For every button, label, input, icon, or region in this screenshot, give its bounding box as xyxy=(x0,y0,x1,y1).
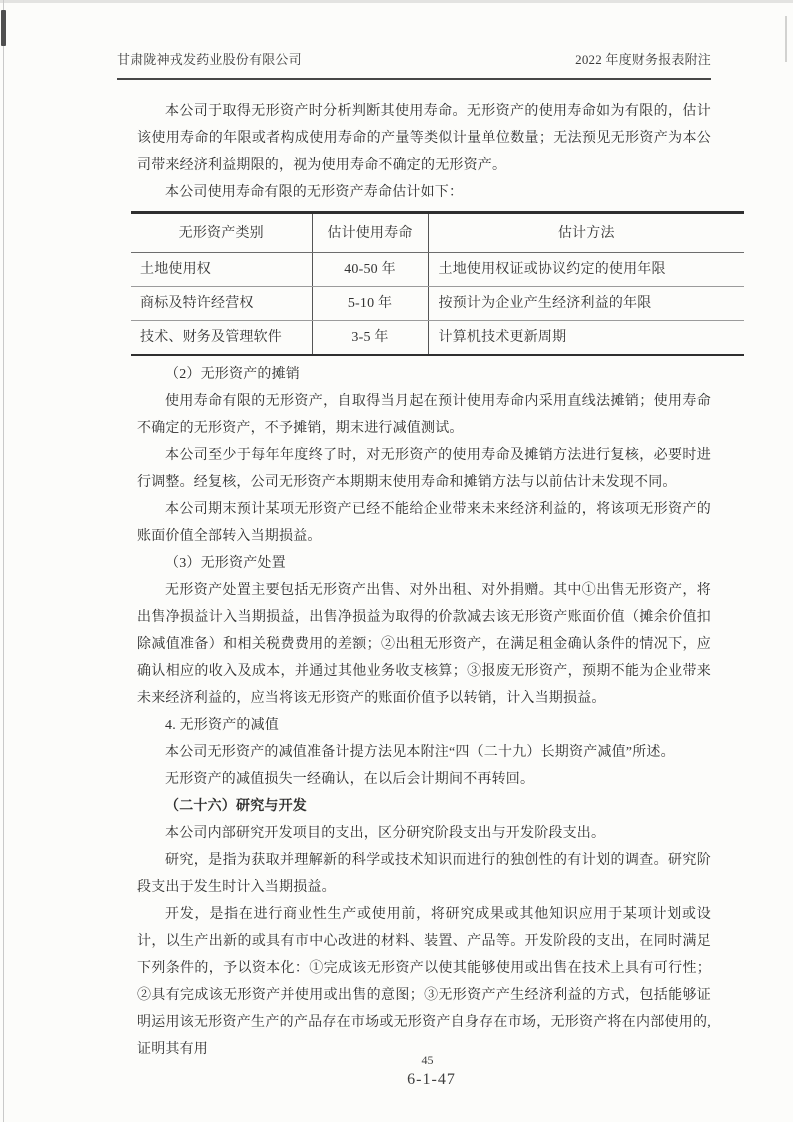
company-name: 甘肃陇神戎发药业股份有限公司 xyxy=(117,52,302,67)
cell-asset-type: 商标及特许经营权 xyxy=(131,287,312,321)
cell-estimated-life: 40-50 年 xyxy=(312,253,428,287)
paragraph-research-definition: 研究，是指为获取并理解新的科学或技术知识而进行的独创性的有计划的调查。研究阶段支出于发生时计入当期损益。 xyxy=(137,853,711,895)
paragraph-disposal: 无形资产处置主要包括无形资产出售、对外出租、对外捐赠。其中①出售无形资产，将出售净损益计入当期损益，出售净损益为取得的价款减去该无形资产账面价值（摊余价值扣除减值准备）和相关税费费用的差额；②出租无形资产，在满足租金确认条件的情况下，应确认相应的收入及成本，并通过其他业务收支核算；③报废无形资产，预期不能为企业带来未来经济利益的，应当将该无形资产的账面价值予以转销，计入当期损益。 xyxy=(137,583,711,706)
cell-asset-type: 土地使用权 xyxy=(131,253,312,287)
scan-left-edge-mark xyxy=(1,10,6,46)
paragraph-amortization-method: 使用寿命有限的无形资产，自取得当月起在预计使用寿命内采用直线法摊销；使用寿命不确定的无形资产，不予摊销，期末进行减值测试。 xyxy=(137,394,711,436)
column-header-estimated-life: 估计使用寿命 xyxy=(312,213,428,253)
scan-top-edge xyxy=(0,0,793,3)
column-header-asset-type: 无形资产类别 xyxy=(131,213,312,253)
heading-amortization: （2）无形资产的摊销 xyxy=(165,367,300,382)
page-number: 45 xyxy=(421,1053,434,1067)
cell-estimated-life: 3-5 年 xyxy=(312,321,428,356)
paragraph-impairment-no-reversal: 无形资产的减值损失一经确认，在以后会计期间不再转回。 xyxy=(165,772,535,787)
heading-research-development: （二十六）研究与开发 xyxy=(165,799,307,814)
table-row xyxy=(131,321,744,356)
paragraph-development-definition: 开发，是指在进行商业性生产或使用前，将研究成果或其他知识应用于某项计划或设计，以生产出新的或具有市中心改进的材料、装置、产品等。开发阶段的支出，在同时满足下列条件的，予以资本化：①完成该无形资产以使其能够使用或出售在技术上具有可行性；②具有完成该无形资产并使用或出售的意图；③无形资产产生经济利益的方式，包括能够证明运用该无形资产生产的产品存在市场或无形资产自身存在市场，无形资产将在内部使用的,证明其有用 xyxy=(137,907,711,1057)
page-header xyxy=(117,46,711,80)
useful-life-table xyxy=(131,211,744,356)
cell-estimate-method: 按预计为企业产生经济利益的年限 xyxy=(428,287,744,321)
volume-page-number: 6-1-47 xyxy=(407,1071,456,1088)
table-row xyxy=(131,253,744,287)
paragraph-amortization-review: 本公司至少于每年年度终了时，对无形资产的使用寿命及摊销方法进行复核，必要时进行调整。经复核，公司无形资产本期期末使用寿命和摊销方法与以前估计未发现不同。 xyxy=(137,448,711,490)
cell-estimate-method: 计算机技术更新周期 xyxy=(438,330,567,345)
paragraph-impairment-method: 本公司无形资产的减值准备计提方法见本附注“四（二十九）长期资产减值”所述。 xyxy=(165,745,675,760)
heading-impairment: 4. 无形资产的减值 xyxy=(165,718,279,733)
heading-disposal: （3）无形资产处置 xyxy=(165,556,286,571)
paragraph-rnd-split: 本公司内部研究开发项目的支出，区分研究阶段支出与开发阶段支出。 xyxy=(165,826,606,841)
cell-estimated-life: 5-10 年 xyxy=(312,287,428,321)
table-row xyxy=(131,287,744,321)
paragraph-estimate-intro: 本公司使用寿命有限的无形资产寿命估计如下： xyxy=(165,185,464,200)
report-title: 2022 年度财务报表附注 xyxy=(575,52,711,67)
cell-asset-type: 技术、财务及管理软件 xyxy=(131,321,312,356)
paragraph-amortization-writeoff: 本公司期末预计某项无形资产已经不能给企业带来未来经济利益的，将该项无形资产的账面价值全部转入当期损益。 xyxy=(137,502,711,544)
column-header-estimate-method: 估计方法 xyxy=(428,213,744,253)
scan-right-edge-line xyxy=(785,16,787,62)
paragraph-useful-life-analysis: 本公司于取得无形资产时分析判断其使用寿命。无形资产的使用寿命如为有限的，估计该使用寿命的年限或者构成使用寿命的产量等类似计量单位数量；无法预见无形资产为本公司带来经济利益期限的，视为使用寿命不确定的无形资产。 xyxy=(137,104,711,173)
table-header-row xyxy=(131,213,744,253)
scan-left-edge-line xyxy=(3,0,4,1122)
document-body xyxy=(137,98,711,1063)
cell-estimate-method: 土地使用权证或协议约定的使用年限 xyxy=(428,253,744,287)
document-content xyxy=(117,46,711,1063)
